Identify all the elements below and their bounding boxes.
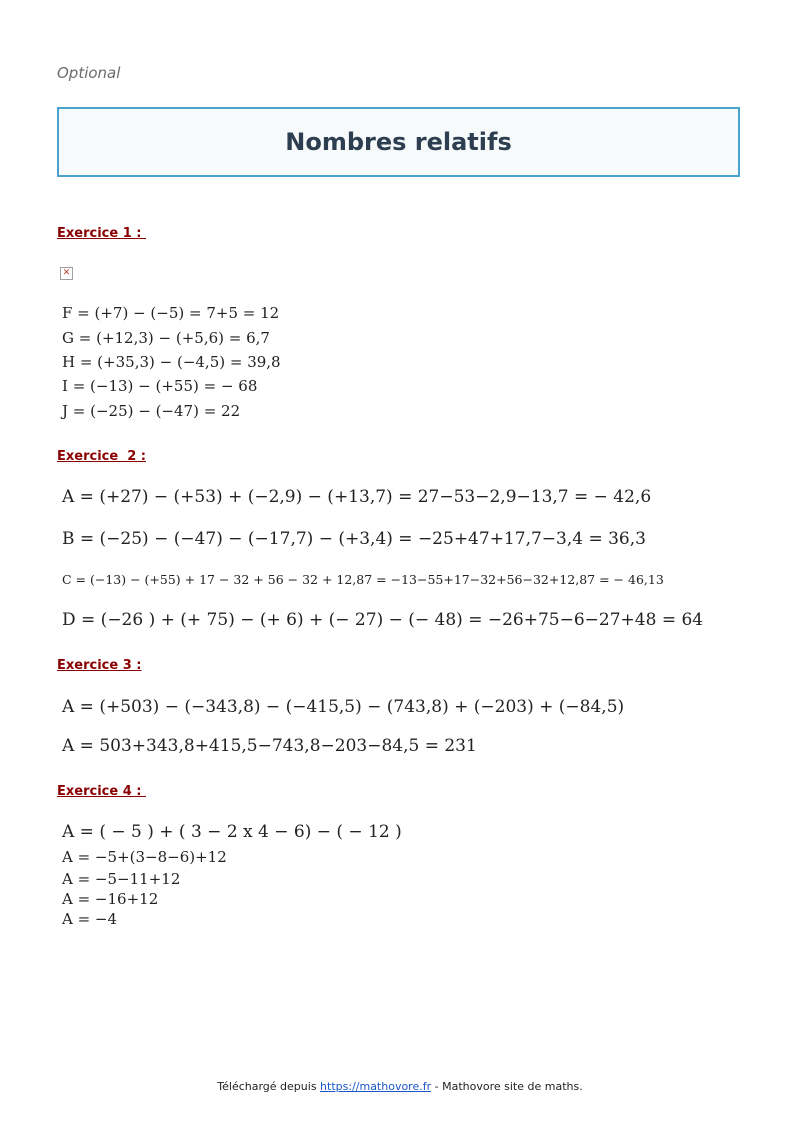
exercise-4-line: A = −4 (62, 910, 118, 928)
exercise-1-line: J = (−25) − (−47) = 22 (62, 402, 241, 420)
title-box (57, 107, 740, 177)
exercise-3-line: A = (+503) − (−343,8) − (−415,5) − (743,8) + (−203) + (−84,5) (62, 697, 625, 717)
exercise-2-heading: Exercice 2 : (57, 449, 147, 464)
exercise-2-line: A = (+27) − (+53) + (−2,9) − (+13,7) = 27−53−2,9−13,7 = − 42,6 (62, 487, 652, 507)
exercise-4-line: A = −5+(3−8−6)+12 (62, 848, 227, 866)
exercise-4-line: A = ( − 5 ) + ( 3 − 2 x 4 − 6) − ( − 12 ) (62, 822, 402, 842)
footer-prefix: Téléchargé depuis (217, 1080, 321, 1093)
footer-link[interactable]: https://mathovore.fr (320, 1080, 432, 1093)
exercise-4-heading: Exercice 4 : (57, 784, 147, 799)
exercise-1-heading: Exercice 1 : (57, 226, 147, 241)
exercise-4-line: A = −5−11+12 (62, 870, 181, 888)
exercise-1-line: G = (+12,3) − (+5,6) = 6,7 (62, 329, 270, 347)
optional-label: Optional (57, 64, 121, 82)
broken-image-icon: ✕ (60, 267, 73, 280)
exercise-3-line: A = 503+343,8+415,5−743,8−203−84,5 = 231 (62, 736, 477, 756)
exercise-2-line: C = (−13) − (+55) + 17 − 32 + 56 − 32 + 12,87 = −13−55+17−32+56−32+12,87 = − 46,13 (62, 572, 664, 587)
footer (0, 1080, 800, 1093)
exercise-1-line: H = (+35,3) − (−4,5) = 39,8 (62, 353, 281, 371)
exercise-2-line: D = (−26 ) + (+ 75) − (+ 6) + (− 27) − (− 48) = −26+75−6−27+48 = 64 (62, 610, 704, 630)
exercise-1-line: I = (−13) − (+55) = − 68 (62, 377, 258, 395)
exercise-2-line: B = (−25) − (−47) − (−17,7) − (+3,4) = −25+47+17,7−3,4 = 36,3 (62, 529, 646, 549)
exercise-1-line: F = (+7) − (−5) = 7+5 = 12 (62, 304, 280, 322)
page-title: Nombres relatifs (285, 128, 512, 156)
footer-suffix: - Mathovore site de maths. (431, 1080, 583, 1093)
exercise-4-line: A = −16+12 (62, 890, 159, 908)
exercise-3-heading: Exercice 3 : (57, 658, 142, 673)
